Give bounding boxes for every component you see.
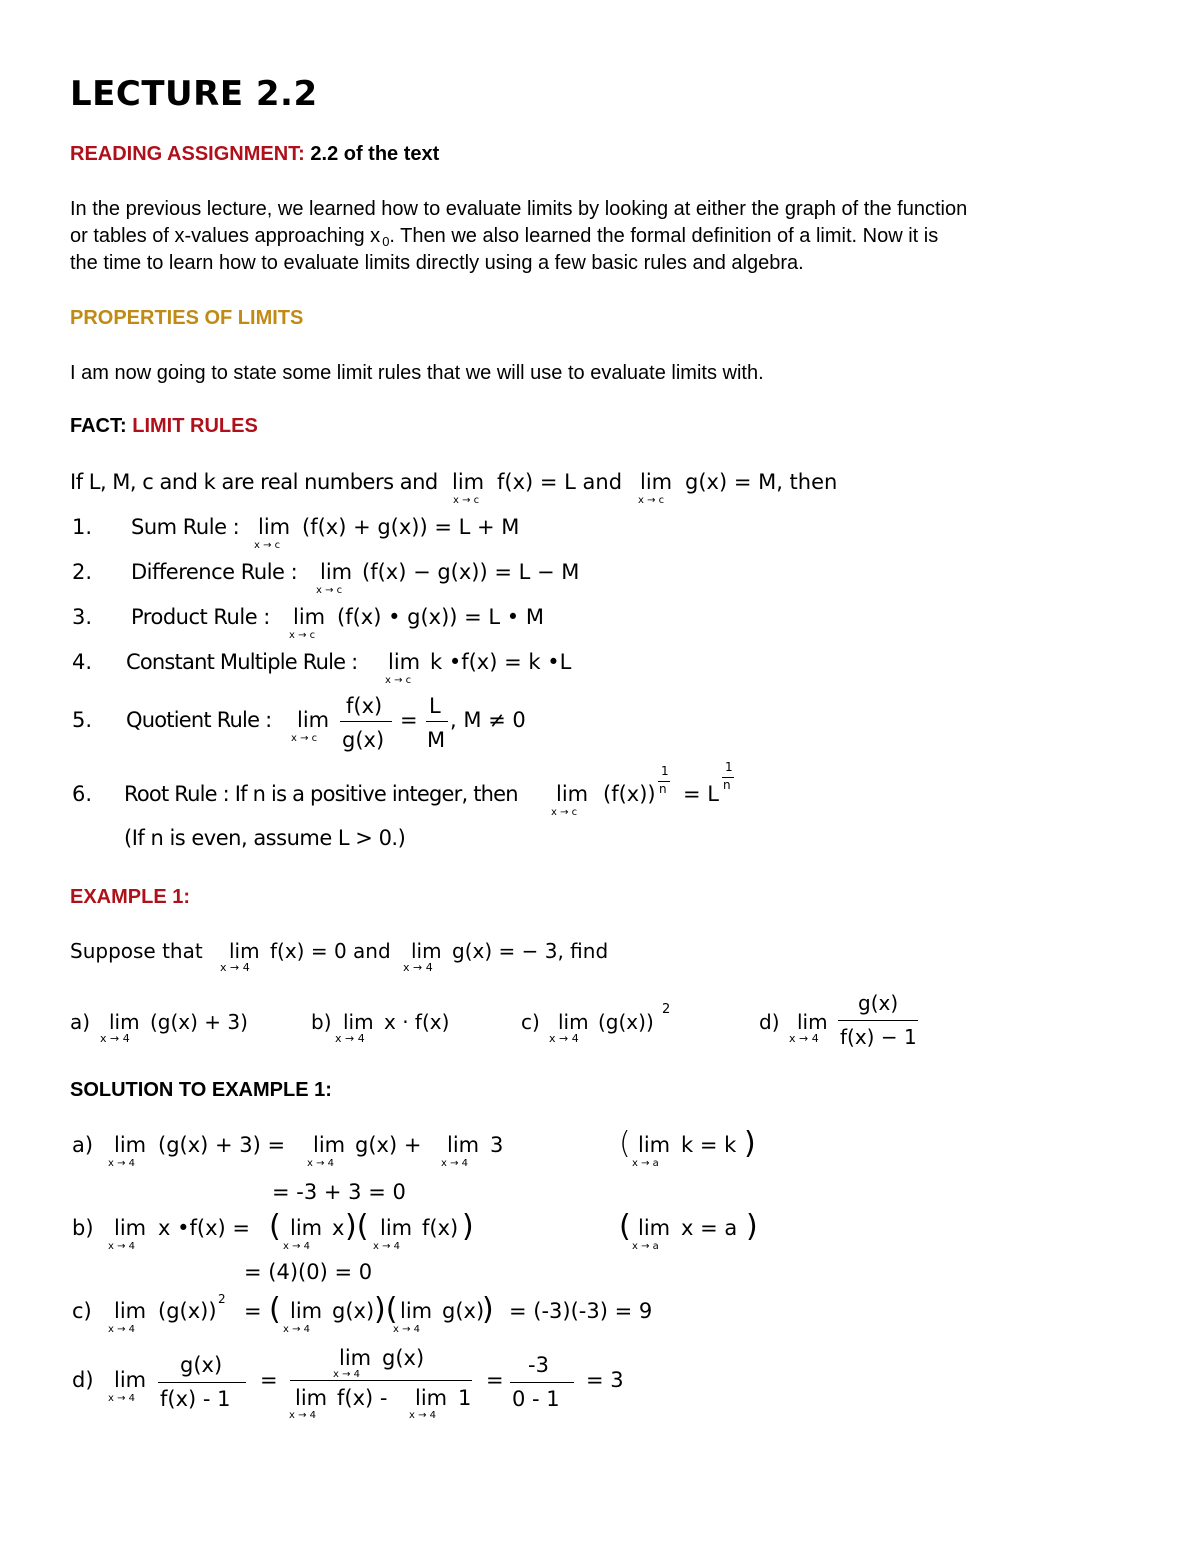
sol-b-sub-3: x → 4 xyxy=(373,1241,401,1252)
example-1-heading: EXAMPLE 1: xyxy=(70,886,191,908)
example-1-sub-2: x → 4 xyxy=(403,961,433,974)
rule-5-sub: x → c xyxy=(291,733,318,744)
sol-a-label: a) xyxy=(72,1133,94,1157)
x-subscript: 0 xyxy=(382,234,390,249)
reading-label: READING ASSIGNMENT: xyxy=(70,143,305,165)
sol-a-expr-3: 3 xyxy=(490,1133,504,1157)
sol-b-note: x = a xyxy=(681,1216,738,1240)
sol-c-paren-2: )( xyxy=(374,1292,398,1327)
sol-d-num3: -3 xyxy=(528,1353,549,1377)
rule-4-number: 4. xyxy=(72,650,93,674)
rules-premise-a: If L, M, c and k are real numbers and xyxy=(70,470,438,494)
rule-6-exp-num: 1 xyxy=(661,764,669,778)
sol-d-eq-2: = xyxy=(486,1368,504,1392)
sol-a-sub-2: x → 4 xyxy=(307,1158,335,1169)
rule-4-sub: x → c xyxy=(385,675,412,686)
intro-line-1: In the previous lecture, we learned how to evaluate limits by looking at either the graph of the function xyxy=(70,198,968,220)
sol-a-lim-1: lim xyxy=(114,1133,147,1157)
premise-lim-1: lim xyxy=(452,470,485,494)
part-b-label: b) xyxy=(311,1010,332,1034)
rule-2-expr: (f(x) − g(x)) = L − M xyxy=(362,560,580,584)
rule-1-lim: lim xyxy=(258,515,291,539)
sol-c-expr-2: g(x) xyxy=(332,1299,375,1323)
rule-2-sub: x → c xyxy=(316,585,343,596)
rule-6-exp2-num: 1 xyxy=(725,760,733,774)
sol-a-note-sub: x → a xyxy=(632,1158,659,1169)
part-d-label: d) xyxy=(759,1010,780,1034)
part-c-label: c) xyxy=(521,1010,540,1034)
sol-b-line-2: = (4)(0) = 0 xyxy=(244,1260,373,1284)
sol-d-num2: g(x) xyxy=(382,1346,425,1370)
rule-3-lim: lim xyxy=(293,605,326,629)
sol-d-eq-3: = 3 xyxy=(586,1368,624,1392)
part-d-fraction-bar xyxy=(838,1020,918,1021)
sol-b-note-lim: lim xyxy=(638,1216,671,1240)
rule-3-sub: x → c xyxy=(289,630,316,641)
rule-1-expr: (f(x) + g(x)) = L + M xyxy=(302,515,520,539)
premise-b: f(x) = L and xyxy=(497,470,623,494)
sol-c-lim-3: lim xyxy=(400,1299,433,1323)
sol-b-lim-1: lim xyxy=(114,1216,147,1240)
sol-d-lim-1: lim xyxy=(114,1368,147,1392)
rule-6-exp2-den: n xyxy=(723,778,731,792)
rule-6-name: Root Rule : If n is a positive integer, then xyxy=(124,782,518,806)
example-1-sub-1: x → 4 xyxy=(220,961,250,974)
rule-6-exp-den: n xyxy=(659,782,667,796)
sol-d-eq-1: = xyxy=(260,1368,278,1392)
sol-c-sub-3: x → 4 xyxy=(393,1324,421,1335)
rule-4-expr: k •f(x) = k •L xyxy=(430,650,572,674)
premise-sub-2: x → c xyxy=(638,495,665,506)
sol-d-den3: 0 - 1 xyxy=(512,1387,560,1411)
sol-b-sub-2: x → 4 xyxy=(283,1241,311,1252)
part-d-numerator: g(x) xyxy=(858,991,899,1015)
sol-b-label: b) xyxy=(72,1216,94,1240)
fact-name: LIMIT RULES xyxy=(132,415,258,437)
sol-d-den2a: f(x) - xyxy=(337,1386,388,1410)
part-a-label: a) xyxy=(70,1010,91,1034)
rule-5-lim: lim xyxy=(297,708,330,732)
sol-c-lim-1: lim xyxy=(114,1299,147,1323)
page-title: LECTURE 2.2 xyxy=(70,74,318,114)
reading-assignment xyxy=(70,143,439,166)
rule-5-equals: = xyxy=(400,708,418,732)
sol-b-paren-3: ) xyxy=(462,1209,474,1244)
rule-6-number: 6. xyxy=(72,782,93,806)
rule-4-name: Constant Multiple Rule : xyxy=(126,650,358,674)
rule-5-numerator: f(x) xyxy=(346,694,383,718)
rule-5-denominator: g(x) xyxy=(342,728,385,752)
sol-d-den2b: 1 xyxy=(458,1386,472,1410)
premise-lim-2: lim xyxy=(640,470,673,494)
part-c-exponent: 2 xyxy=(662,1002,671,1017)
sol-d-denominator: f(x) - 1 xyxy=(160,1387,231,1411)
sol-b-note-paren-open: ( xyxy=(619,1209,631,1244)
rule-6-expr: (f(x)) xyxy=(603,782,656,806)
sol-d-bar-2 xyxy=(290,1380,472,1381)
sol-c-expr-1: (g(x)) xyxy=(158,1299,217,1323)
sol-a-expr-2: g(x) + xyxy=(355,1133,422,1157)
rule-5-fraction-bar xyxy=(340,721,392,722)
intro-line-2b: . Then we also learned the formal definition of a limit. Now it is xyxy=(389,225,939,247)
sol-c-label: c) xyxy=(72,1299,92,1323)
rule-5-result-num: L xyxy=(429,694,441,718)
rule-6-lim: lim xyxy=(556,782,589,806)
sol-a-note-lim: lim xyxy=(638,1133,671,1157)
fact-heading xyxy=(70,415,258,438)
sol-d-den2-lim-1: lim xyxy=(295,1386,328,1410)
sol-c-sub-2: x → 4 xyxy=(283,1324,311,1335)
sol-b-lim-3: lim xyxy=(380,1216,413,1240)
rule-5-number: 5. xyxy=(72,708,93,732)
premise-c: g(x) = M, then xyxy=(685,470,838,494)
rule-5-result-den: M xyxy=(427,728,446,752)
sol-d-den2-lim-2: lim xyxy=(415,1386,448,1410)
sol-d-numerator: g(x) xyxy=(180,1353,223,1377)
rule-3-number: 3. xyxy=(72,605,93,629)
properties-text: I am now going to state some limit rules that we will use to evaluate limits with. xyxy=(70,362,764,384)
sol-a-line-2: = -3 + 3 = 0 xyxy=(272,1180,406,1204)
rule-5-result-bar xyxy=(426,721,448,722)
rule-5-name: Quotient Rule : xyxy=(126,708,272,732)
part-c-lim: lim xyxy=(558,1010,589,1034)
premise-sub-1: x → c xyxy=(453,495,480,506)
sol-d-den2-sub-2: x → 4 xyxy=(409,1410,437,1421)
example-1-suppose-b: f(x) = 0 and xyxy=(270,939,391,963)
rule-5-condition: , M ≠ 0 xyxy=(450,708,526,732)
sol-c-paren-3: ) xyxy=(482,1292,494,1327)
rule-3-expr: (f(x) • g(x)) = L • M xyxy=(337,605,544,629)
fact-prefix: FACT: xyxy=(70,415,127,437)
rule-2-lim: lim xyxy=(320,560,353,584)
rule-2-number: 2. xyxy=(72,560,93,584)
sol-b-expr-3: f(x) xyxy=(422,1216,459,1240)
sol-b-paren-1: ( xyxy=(269,1209,281,1244)
properties-heading: PROPERTIES OF LIMITS xyxy=(70,307,304,329)
sol-b-expr-1: x •f(x) = xyxy=(158,1216,250,1240)
part-c-sub: x → 4 xyxy=(549,1032,579,1045)
sol-c-expr-3: g(x) xyxy=(442,1299,485,1323)
rule-1-number: 1. xyxy=(72,515,93,539)
solution-1-heading: SOLUTION TO EXAMPLE 1: xyxy=(70,1079,332,1101)
example-1-suppose-a: Suppose that xyxy=(70,939,203,963)
part-b-expr: x · f(x) xyxy=(384,1010,450,1034)
sol-b-note-sub: x → a xyxy=(632,1241,659,1252)
sol-b-paren-2: )( xyxy=(345,1209,369,1244)
sol-a-expr-1: (g(x) + 3) = xyxy=(158,1133,286,1157)
part-a-expr: (g(x) + 3) xyxy=(150,1010,248,1034)
sol-d-sub-1: x → 4 xyxy=(108,1393,136,1404)
sol-c-lim-2: lim xyxy=(290,1299,323,1323)
sol-a-lim-3: lim xyxy=(447,1133,480,1157)
sol-a-lim-2: lim xyxy=(313,1133,346,1157)
sol-c-sub-1: x → 4 xyxy=(108,1324,136,1335)
part-d-sub: x → 4 xyxy=(789,1032,819,1045)
sol-a-note-paren-close: ) xyxy=(744,1126,756,1161)
part-c-expr: (g(x)) xyxy=(598,1010,654,1034)
part-b-lim: lim xyxy=(343,1010,374,1034)
rule-4-lim: lim xyxy=(388,650,421,674)
rule-3-name: Product Rule : xyxy=(131,605,270,629)
sol-d-num2-sub: x → 4 xyxy=(333,1369,361,1380)
sol-a-sub-1: x → 4 xyxy=(108,1158,136,1169)
sol-c-exponent: 2 xyxy=(218,1292,226,1306)
rule-6-note: (If n is even, assume L > 0.) xyxy=(124,826,406,850)
rule-2-name: Difference Rule : xyxy=(131,560,298,584)
sol-b-expr-2: x xyxy=(332,1216,345,1240)
sol-b-sub-1: x → 4 xyxy=(108,1241,136,1252)
rule-6-eq: = L xyxy=(683,782,719,806)
sol-c-equals: = xyxy=(244,1299,262,1323)
intro-line-2a: or tables of x-values approaching x xyxy=(70,225,381,247)
sol-d-bar-3 xyxy=(510,1382,574,1383)
sol-c-tail: = (-3)(-3) = 9 xyxy=(509,1299,653,1323)
example-1-lim-2: lim xyxy=(411,939,442,963)
sol-d-label: d) xyxy=(72,1368,94,1392)
sol-d-bar-1 xyxy=(158,1382,246,1383)
sol-d-num2-lim: lim xyxy=(339,1346,372,1370)
rule-6-sub: x → c xyxy=(551,807,578,818)
sol-b-lim-2: lim xyxy=(290,1216,323,1240)
part-d-denominator: f(x) − 1 xyxy=(840,1025,917,1049)
part-b-sub: x → 4 xyxy=(335,1032,365,1045)
sol-d-den2-sub-1: x → 4 xyxy=(289,1410,317,1421)
example-1-suppose-c: g(x) = − 3, find xyxy=(452,939,609,963)
example-1-lim-1: lim xyxy=(229,939,260,963)
sol-a-note-paren-open: ( xyxy=(619,1126,631,1161)
sol-b-note-paren-close: ) xyxy=(746,1209,758,1244)
rule-1-sub: x → c xyxy=(254,540,281,551)
part-a-lim: lim xyxy=(109,1010,140,1034)
sol-c-paren-1: ( xyxy=(269,1292,281,1327)
reading-value: 2.2 of the text xyxy=(310,143,440,165)
sol-a-sub-3: x → 4 xyxy=(441,1158,469,1169)
intro-line-3: the time to learn how to evaluate limits directly using a few basic rules and algebra. xyxy=(70,252,804,274)
rule-1-name: Sum Rule : xyxy=(131,515,240,539)
part-a-sub: x → 4 xyxy=(100,1032,130,1045)
sol-a-note: k = k xyxy=(681,1133,737,1157)
part-d-lim: lim xyxy=(797,1010,828,1034)
